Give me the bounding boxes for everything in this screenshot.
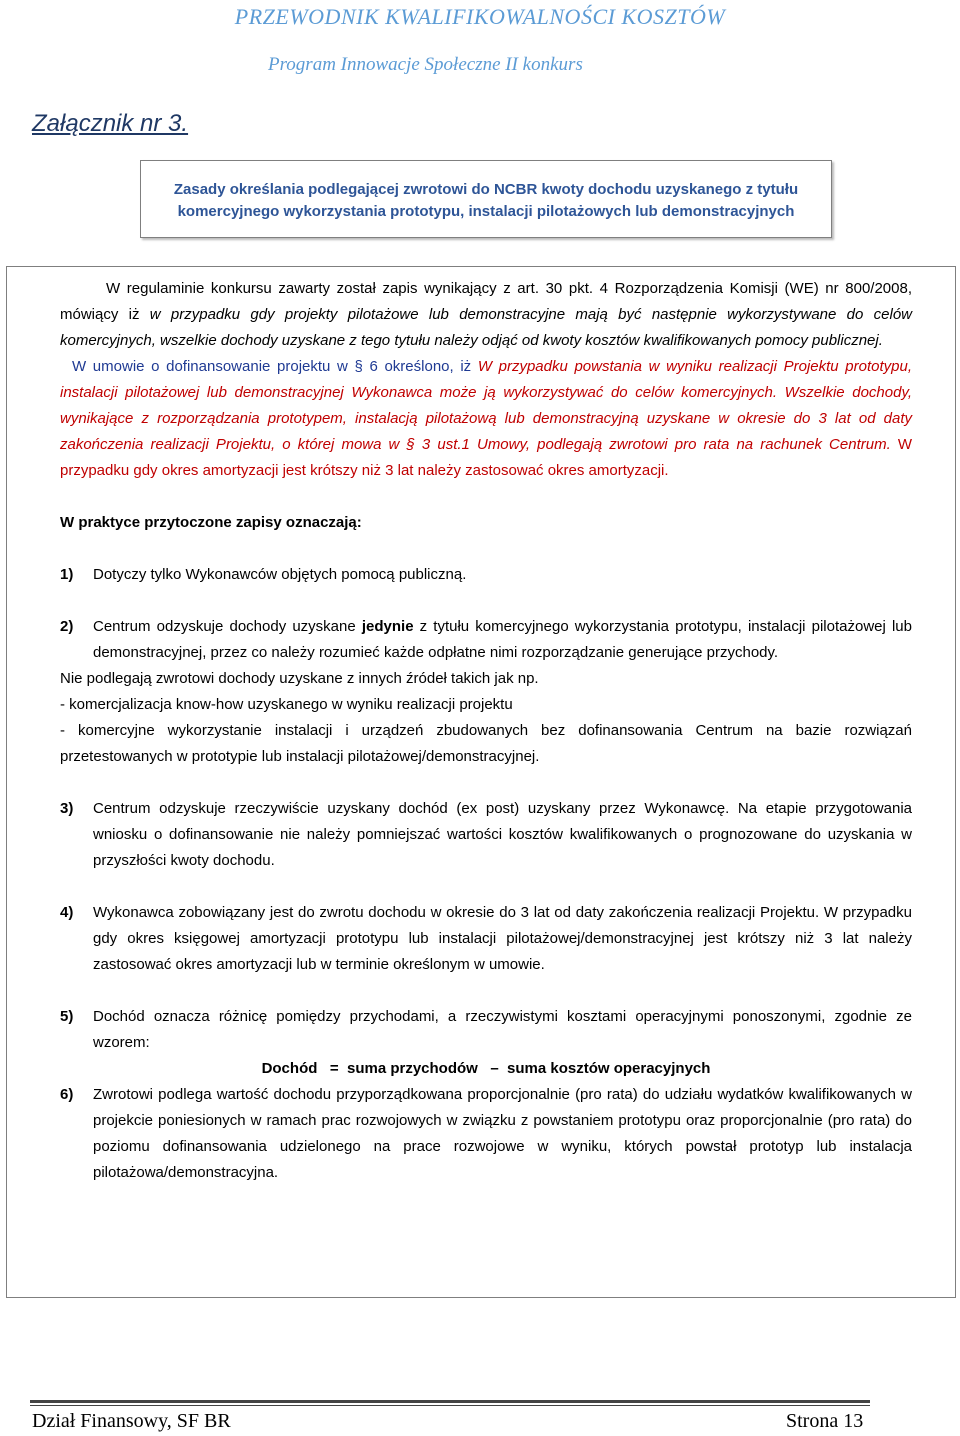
income-formula: Dochód = suma przychodów – suma kosztów operacyjnych — [261, 1060, 711, 1077]
intro-p2-quote-b: Wszelkie dochody, wynikające z rozporządzania prototypem, instalacją pilotażową lub demonstracyjną uzyskane w okresie do 3 lat od daty zakończenia realizacji Projektu, o której mowa w § 3 ust.1 Umowy, podlegają zwrotowi pro rata na rachunek Centrum. — [60, 384, 913, 453]
intro-paragraph-1 — [60, 276, 912, 354]
footer-rule-thin — [30, 1405, 870, 1406]
item-number: 3) — [60, 800, 74, 817]
list-item — [60, 796, 912, 874]
item-number: 4) — [60, 904, 74, 921]
item-number: 1) — [60, 566, 74, 583]
other-income-line-1: Nie podlegają zwrotowi dochody uzyskane z innych źródeł takich jak np. — [60, 670, 539, 687]
intro-p1-quote: w przypadku gdy projekty pilotażowe lub demonstracyjne mają być następnie wykorzystywane do celów komercyjnych, wszelkie dochody uzyskane z tego tytułu należy odjąć od kwoty kosztów kwalifikowanych pomocy publicznej. — [60, 306, 912, 349]
item-text — [93, 614, 912, 666]
document-title-line-1: Zasady określania podlegającej zwrotowi do NCBR kwoty dochodu uzyskanego z tytułu — [173, 181, 799, 198]
item-text-emphasis: jedynie — [361, 618, 414, 635]
intro-p2-quote-c: W przypadku gdy okres amortyzacji jest krótszy niż 3 lat należy zastosować okres amortyzacji. — [60, 436, 913, 479]
other-income-line-2: - komercjalizacja know-how uzyskanego w wyniku realizacji projektu — [60, 696, 513, 713]
list-item — [60, 1004, 912, 1056]
intro-paragraph-2 — [60, 354, 912, 484]
header-program-name: Program Innowacje Społeczne II konkurs — [268, 54, 583, 75]
document-content — [60, 276, 912, 1186]
item-number: 5) — [60, 1008, 74, 1025]
document-title-line-2: komercyjnego wykorzystania prototypu, instalacji pilotażowych lub demonstracyjnych — [177, 203, 795, 220]
item-number: 6) — [60, 1086, 74, 1103]
attachment-label: Załącznik nr 3. — [32, 110, 189, 137]
list-item — [60, 1082, 912, 1186]
item-text: Zwrotowi podlega wartość dochodu przyporządkowana proporcjonalnie (pro rata) do udziału wydatków kwalifikowanych w projekcie poniesionych w ramach prac rozwojowych w związku z powstaniem prototypu oraz proporcjonalnie (pro rata) do poziomu dofinansowania udzielonego na prace rozwojowe w wyniku, których powstał prototyp lub instalacja pilotażowa/demonstracyjna. — [93, 1086, 912, 1181]
document-title-box — [140, 160, 832, 238]
intro-p2-text: W umowie o dofinansowanie projektu w § 6 określono, iż — [72, 358, 478, 375]
item-text-post: z tytułu komercyjnego wykorzystania prototypu, instalacji pilotażowej lub demonstracyjnej, przez co należy rozumieć każde odpłatne nimi rozporządzanie generujące przychody. — [93, 618, 912, 661]
other-income-line-3: - komercyjne wykorzystanie instalacji i urządzeń zbudowanych bez dofinansowania Centrum na bazie rozwiązań przetestowanych w prototypie lub instalacji pilotażowej/demonstracyjnej. — [60, 722, 912, 765]
footer-rule — [30, 1400, 870, 1403]
intro-p1-text: W regulaminie konkursu zawarty został zapis wynikający z art. 30 pkt. 4 Rozporządzenia Komisji (WE) nr 800/2008, mówiący iż — [60, 280, 912, 323]
item-text-pre: Centrum odzyskuje dochody uzyskane — [93, 618, 362, 635]
item-text: Wykonawca zobowiązany jest do zwrotu dochodu w okresie do 3 lat od daty zakończenia realizacji Projektu. W przypadku gdy okres księgowej amortyzacji prototypu lub instalacji pilotażowej/demonstracyjnej jest krótszy niż 3 lat należy zastosować okres amortyzacji lub w terminie określonym w umowie. — [93, 904, 912, 973]
list-item — [60, 562, 912, 588]
header-guide-title: PRZEWODNIK KWALIFIKOWALNOŚCI KOSZTÓW — [234, 4, 726, 29]
practice-heading: W praktyce przytoczone zapisy oznaczają: — [60, 514, 362, 531]
item-text: Dochód oznacza różnicę pomiędzy przychodami, a rzeczywistymi kosztami operacyjnymi ponoszonymi, zgodnie ze wzorem: — [93, 1008, 912, 1051]
item-text: Dotyczy tylko Wykonawców objętych pomocą publiczną. — [93, 566, 467, 583]
item-number: 2) — [60, 618, 74, 635]
item-text: Centrum odzyskuje rzeczywiście uzyskany dochód (ex post) uzyskany przez Wykonawcę. Na etapie przygotowania wniosku o dofinansowanie nie należy pomniejszać wartości kosztów kwalifikowanych o prognozowane do uzyskania w przyszłości kwoty dochodu. — [93, 800, 912, 869]
list-item — [60, 900, 912, 978]
footer-page-number: Strona 13 — [786, 1410, 864, 1432]
intro-p2-quote-a: W przypadku powstania w wyniku realizacji Projektu prototypu, instalacji pilotażowej lub demonstracyjnej Wykonawca może ją wykorzystywać do celów komercyjnych. — [60, 358, 913, 401]
list-item — [60, 614, 912, 666]
footer-department: Dział Finansowy, SF BR — [32, 1410, 231, 1432]
